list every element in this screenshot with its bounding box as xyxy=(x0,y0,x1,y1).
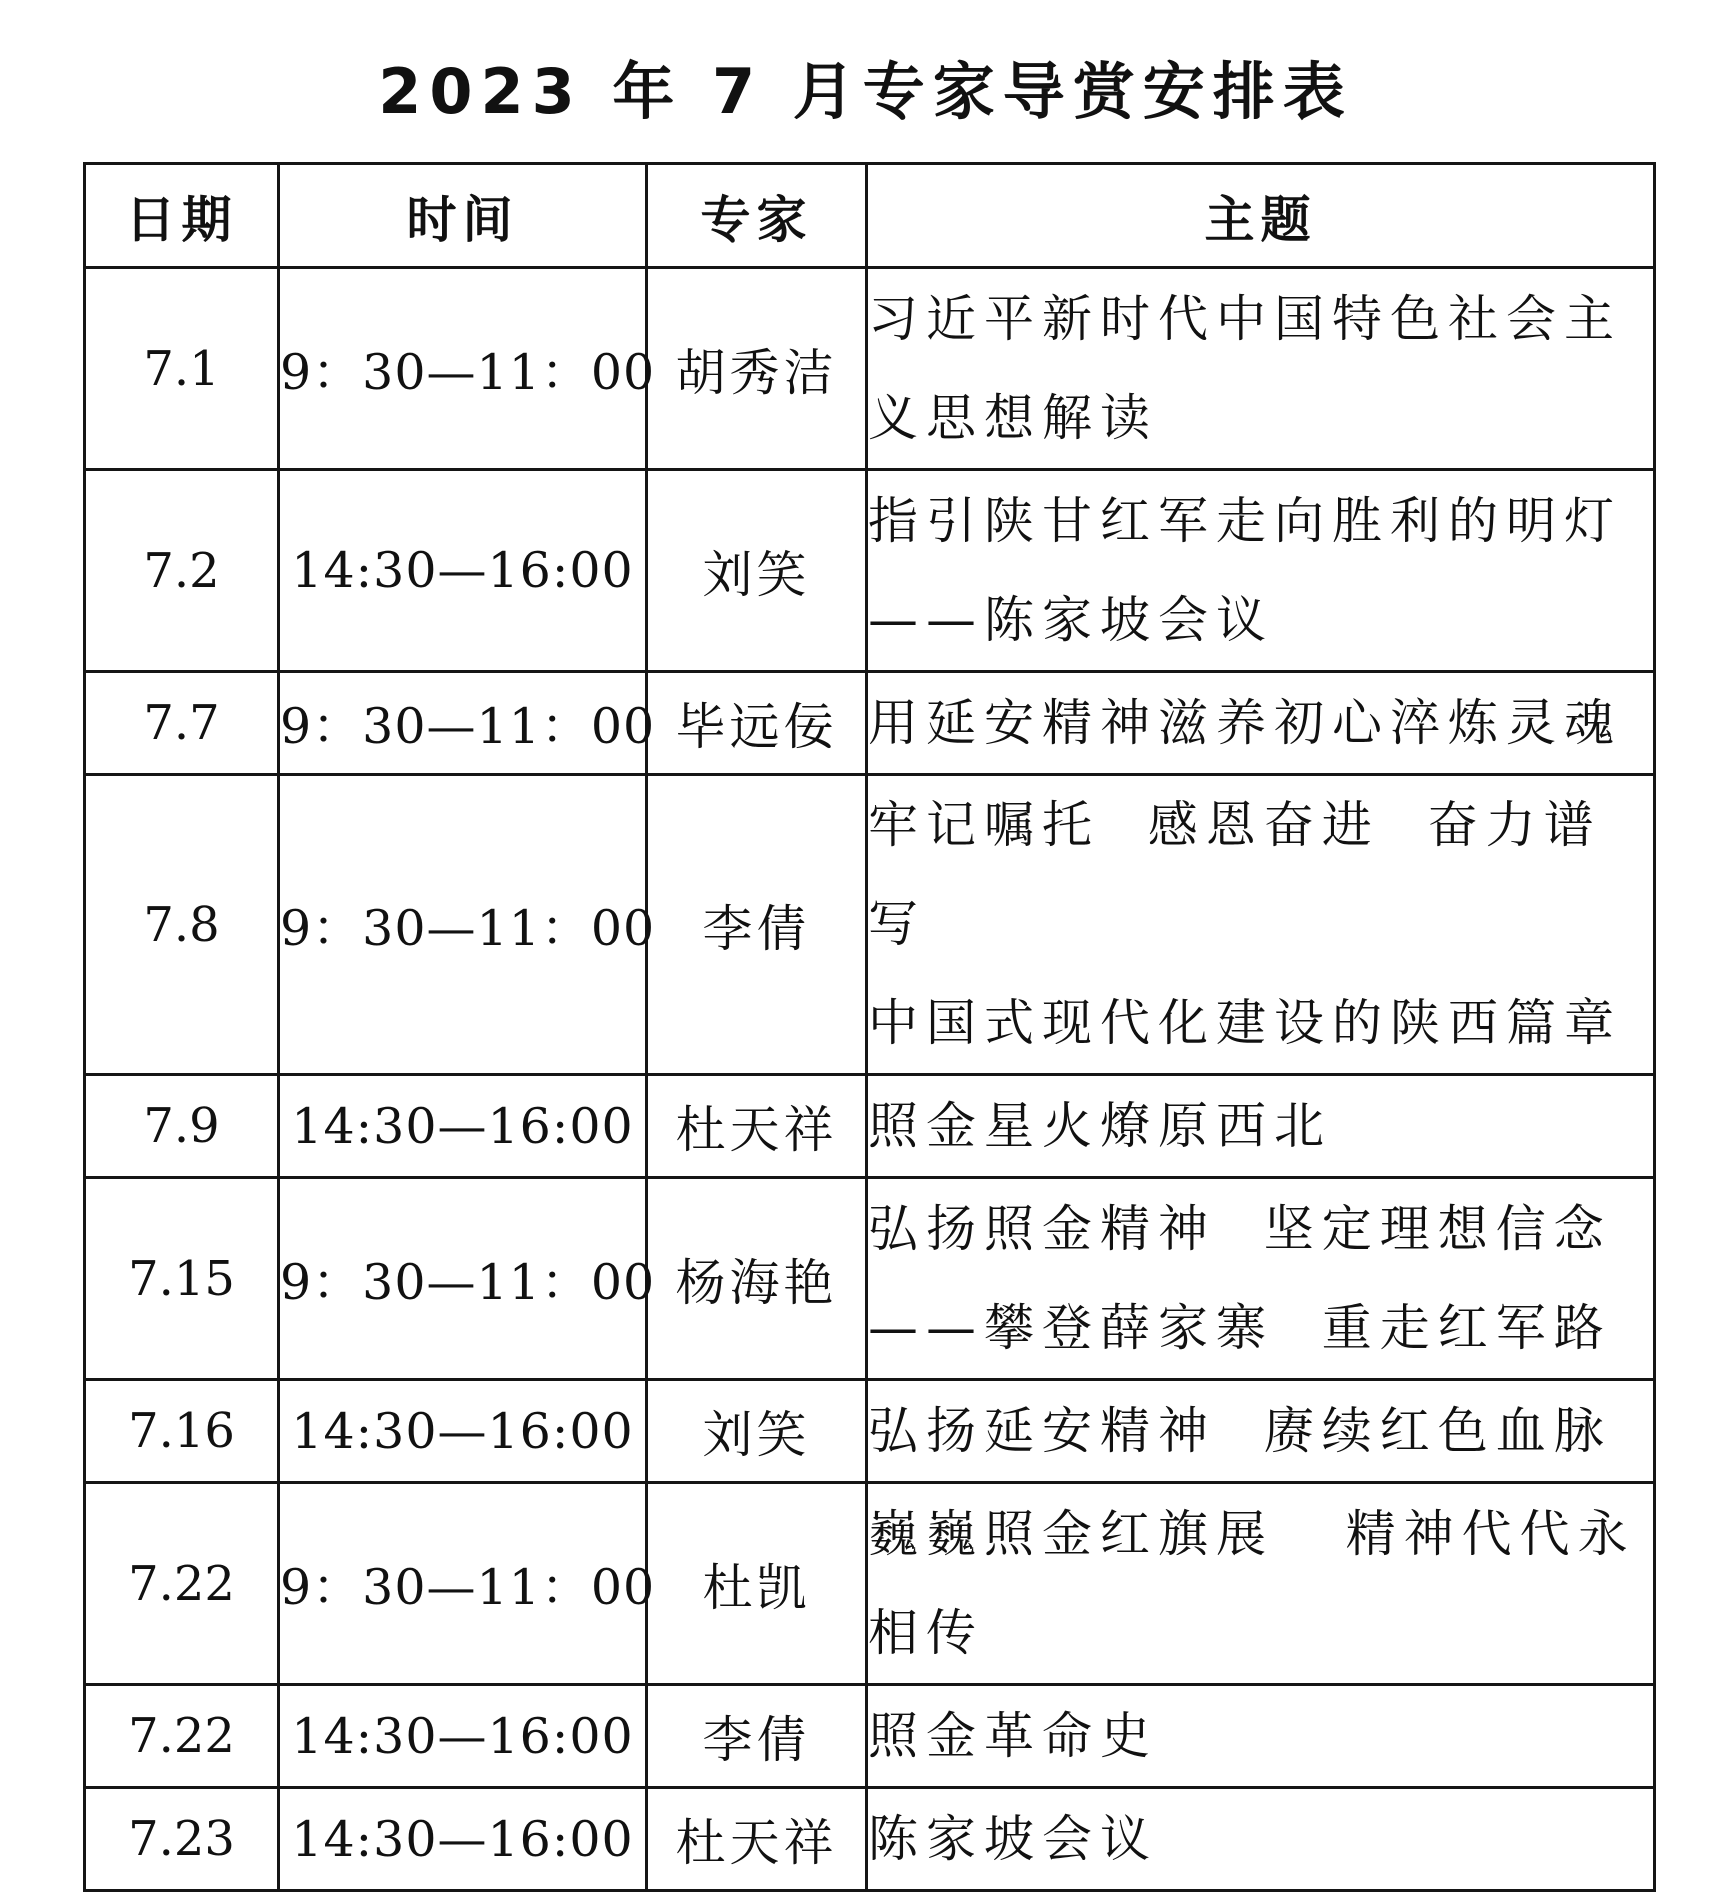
expert-cell: 毕远佞 xyxy=(647,672,867,775)
topic-line: 弘扬照金精神 坚定理想信念 xyxy=(868,1199,1612,1258)
date-cell: 7.15 xyxy=(85,1178,279,1380)
date-cell: 7.8 xyxy=(85,775,279,1075)
topic-cell xyxy=(867,1483,1655,1685)
topic-line: 照金革命史 xyxy=(868,1706,1158,1765)
date-cell: 7.16 xyxy=(85,1380,279,1483)
date-cell: 7.22 xyxy=(85,1685,279,1788)
expert-cell: 刘笑 xyxy=(647,470,867,672)
expert-cell: 杜天祥 xyxy=(647,1788,867,1891)
topic-line: 用延安精神滋养初心淬炼灵魂 xyxy=(868,693,1622,752)
topic-cell xyxy=(867,1788,1655,1891)
date-cell: 7.2 xyxy=(85,470,279,672)
table-row xyxy=(85,1788,1655,1891)
time-cell: 14:30—16:00 xyxy=(279,1788,647,1891)
topic-cell xyxy=(867,1685,1655,1788)
topic-cell xyxy=(867,470,1655,672)
header-row xyxy=(85,164,1655,268)
topic-line: 巍巍照金红旗展 精神代代永 xyxy=(868,1504,1636,1563)
topic-line: 习近平新时代中国特色社会主 xyxy=(868,289,1622,348)
expert-cell: 杜凯 xyxy=(647,1483,867,1685)
table-row xyxy=(85,470,1655,672)
topic-cell xyxy=(867,1380,1655,1483)
time-cell: 14:30—16:00 xyxy=(279,1380,647,1483)
topic-cell xyxy=(867,268,1655,470)
expert-cell: 杜天祥 xyxy=(647,1075,867,1178)
header-time: 时间 xyxy=(279,164,647,268)
topic-line: 中国式现代化建设的陕西篇章 xyxy=(868,994,1622,1052)
topic-line: 陈家坡会议 xyxy=(868,1809,1158,1868)
topic-cell xyxy=(867,672,1655,775)
table-row xyxy=(85,1685,1655,1788)
table-row xyxy=(85,775,1655,1075)
date-cell: 7.22 xyxy=(85,1483,279,1685)
topic-line: 弘扬延安精神 赓续红色血脉 xyxy=(868,1401,1612,1460)
topic-cell xyxy=(867,1178,1655,1380)
table-row xyxy=(85,268,1655,470)
time-cell: 9：30—11：00 xyxy=(279,268,647,470)
topic-line: ——攀登薛家寨 重走红军路 xyxy=(868,1298,1612,1357)
expert-cell: 李倩 xyxy=(647,1685,867,1788)
table-row xyxy=(85,672,1655,775)
topic-line: 照金星火燎原西北 xyxy=(868,1096,1332,1155)
time-cell: 9：30—11：00 xyxy=(279,1178,647,1380)
time-cell: 14:30—16:00 xyxy=(279,1685,647,1788)
date-cell: 7.23 xyxy=(85,1788,279,1891)
topic-line: 牢记嘱托 感恩奋进 奋力谱写 xyxy=(868,796,1602,953)
table-row xyxy=(85,1380,1655,1483)
topic-cell xyxy=(867,775,1655,1075)
topic-cell xyxy=(867,1075,1655,1178)
time-cell: 14:30—16:00 xyxy=(279,1075,647,1178)
date-cell: 7.1 xyxy=(85,268,279,470)
topic-line: 相传 xyxy=(868,1603,984,1662)
time-cell: 9：30—11：00 xyxy=(279,672,647,775)
page-title: 2023 年 7 月专家导赏安排表 xyxy=(378,55,1353,128)
topic-line: ——陈家坡会议 xyxy=(868,590,1274,649)
topic-line: 义思想解读 xyxy=(868,388,1158,447)
expert-cell: 胡秀洁 xyxy=(647,268,867,470)
expert-cell: 刘笑 xyxy=(647,1380,867,1483)
expert-cell: 李倩 xyxy=(647,775,867,1075)
time-cell: 14:30—16:00 xyxy=(279,470,647,672)
time-cell: 9：30—11：00 xyxy=(279,775,647,1075)
topic-line: 指引陕甘红军走向胜利的明灯 xyxy=(868,491,1622,550)
table-row xyxy=(85,1075,1655,1178)
date-cell: 7.7 xyxy=(85,672,279,775)
header-expert: 专家 xyxy=(647,164,867,268)
header-date: 日期 xyxy=(85,164,279,268)
header-topic: 主题 xyxy=(867,164,1655,268)
date-cell: 7.9 xyxy=(85,1075,279,1178)
expert-cell: 杨海艳 xyxy=(647,1178,867,1380)
table-row xyxy=(85,1178,1655,1380)
table-row xyxy=(85,1483,1655,1685)
schedule-table xyxy=(83,162,1656,1892)
time-cell: 9：30—11：00 xyxy=(279,1483,647,1685)
